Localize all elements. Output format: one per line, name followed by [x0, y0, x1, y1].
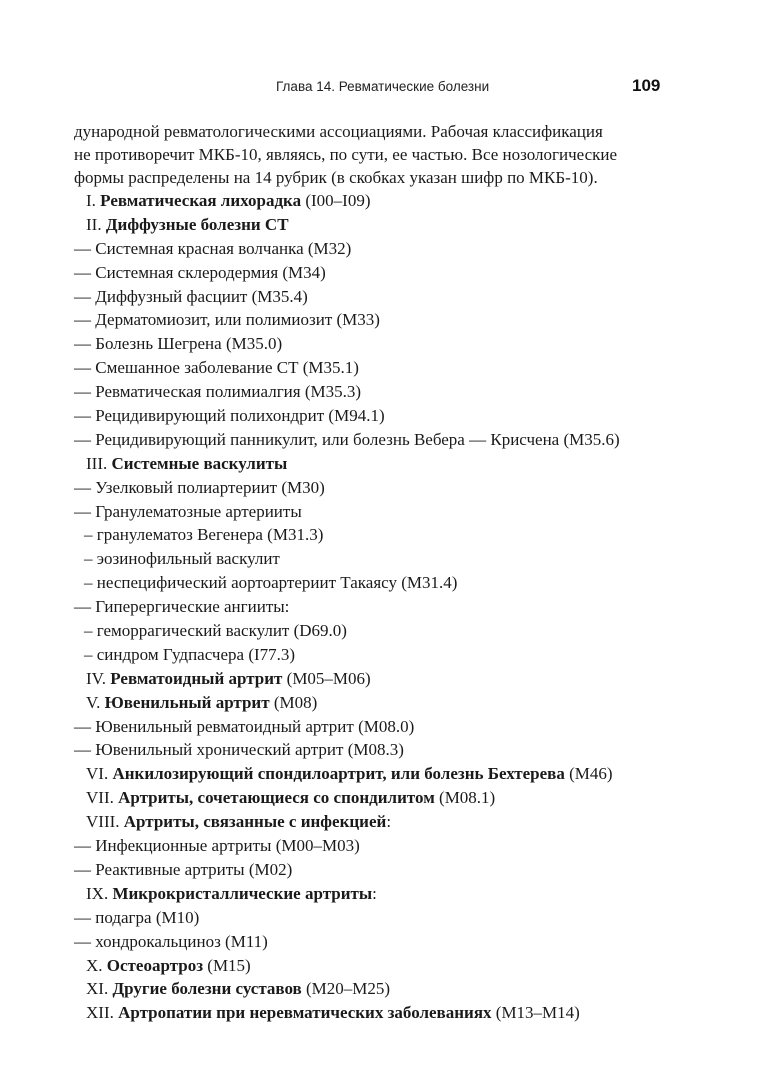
classification-heading — [74, 810, 674, 834]
classification-item — [74, 237, 674, 261]
classification-item — [74, 595, 674, 619]
classification-item — [74, 643, 674, 667]
classification-item — [74, 404, 674, 428]
line-prefix: – геморрагический васкулит (D69.0) — [84, 621, 347, 641]
classification-item — [74, 332, 674, 356]
classification-item — [74, 261, 674, 285]
classification-heading — [74, 882, 674, 906]
classification-item — [74, 428, 674, 452]
line-bold: Микрокристаллические артриты — [112, 883, 373, 903]
line-bold: Ревматическая лихорадка — [100, 191, 302, 210]
line-bold: Другие болезни суставов — [112, 979, 302, 999]
line-bold: Анкилозирующий спондилоартрит, или болезнь Бехтерева — [112, 764, 565, 784]
classification-list — [74, 189, 674, 1025]
line-prefix: — Ювенильный хронический артрит (M08.3) — [74, 740, 404, 760]
line-prefix: — Узелковый полиартериит (M30) — [74, 477, 325, 497]
line-prefix: II. — [86, 214, 106, 234]
classification-heading — [74, 452, 674, 476]
line-prefix: IV. — [86, 668, 111, 688]
intro-line: не противоречит МКБ-10, являясь, по сути, ее частью. Все нозологические — [74, 145, 618, 164]
line-rest: : — [372, 883, 377, 903]
classification-item — [74, 738, 674, 762]
line-prefix: — Ревматическая полимиалгия (M35.3) — [74, 382, 362, 402]
classification-item — [74, 571, 674, 595]
line-prefix: X. — [86, 955, 107, 975]
intro-line: дународной ревматологическими ассоциациями. Рабочая классификация — [74, 122, 603, 141]
classification-item — [74, 715, 674, 739]
line-bold: Системные васкулиты — [111, 453, 288, 473]
classification-item — [74, 858, 674, 882]
classification-item — [74, 380, 674, 404]
classification-item — [74, 356, 674, 380]
line-prefix: — Гранулематозные артерииты — [74, 501, 302, 521]
page-number: 109 — [632, 76, 661, 95]
line-prefix: VII. — [86, 788, 119, 808]
line-rest: (M46) — [564, 764, 613, 784]
line-prefix: V. — [86, 692, 105, 712]
line-rest: (M13–M14) — [491, 1003, 580, 1023]
running-header — [0, 76, 757, 101]
classification-item — [74, 547, 674, 571]
line-prefix: – гранулематоз Вегенера (M31.3) — [84, 525, 324, 545]
classification-heading — [74, 667, 674, 691]
line-prefix: – эозинофильный васкулит — [84, 549, 280, 569]
line-rest: (M15) — [203, 955, 251, 975]
line-prefix: XII. — [86, 1003, 119, 1023]
line-prefix: — Диффузный фасциит (M35.4) — [74, 286, 308, 306]
classification-item — [74, 476, 674, 500]
classification-heading — [74, 762, 674, 786]
line-prefix: — подагра (M10) — [74, 907, 200, 927]
line-prefix: — Реактивные артриты (M02) — [74, 859, 293, 879]
classification-item — [74, 906, 674, 930]
line-rest: (M08.1) — [434, 788, 496, 808]
body-text — [74, 120, 674, 1025]
classification-item — [74, 523, 674, 547]
classification-item — [74, 834, 674, 858]
line-prefix: IX. — [86, 883, 113, 903]
line-bold: Артриты, связанные с инфекцией — [123, 812, 387, 832]
line-bold: Остеоартроз — [106, 955, 204, 975]
intro-line: формы распределены на 14 рубрик (в скобках указан шифр по МКБ-10). — [74, 168, 598, 187]
line-prefix: III. — [86, 453, 112, 473]
line-bold: Диффузные болезни СТ — [105, 214, 289, 234]
line-prefix: — Гиперергические ангииты: — [74, 597, 290, 617]
classification-heading — [74, 691, 674, 715]
line-bold: Ревматоидный артрит — [110, 668, 283, 688]
line-bold: Артриты, сочетающиеся со спондилитом — [118, 788, 435, 808]
line-prefix: — Инфекционные артриты (M00–M03) — [74, 836, 360, 856]
classification-heading — [74, 189, 674, 213]
line-prefix: I. — [86, 191, 101, 210]
classification-item — [74, 308, 674, 332]
line-bold: Ювенильный артрит — [104, 692, 270, 712]
classification-item — [74, 285, 674, 309]
classification-item — [74, 500, 674, 524]
running-title: Глава 14. Ревматические болезни — [276, 79, 490, 94]
line-rest: (M08) — [269, 692, 318, 712]
line-prefix: – неспецифический аортоартериит Такаясу (M31.4) — [84, 573, 458, 593]
line-prefix: — хондрокальциноз (M11) — [74, 931, 268, 951]
line-rest: : — [386, 812, 392, 832]
classification-heading — [74, 977, 674, 1001]
line-prefix: VI. — [86, 764, 113, 784]
line-rest: (M05–M06) — [282, 668, 371, 688]
classification-heading — [74, 1001, 674, 1025]
line-prefix: — Системная красная волчанка (M32) — [74, 238, 352, 258]
line-prefix: — Дерматомиозит, или полимиозит (M33) — [74, 310, 380, 330]
line-prefix: — Системная склеродермия (M34) — [74, 262, 326, 282]
line-prefix: – синдром Гудпасчера (I77.3) — [84, 644, 296, 664]
line-rest: (I00–I09) — [301, 191, 371, 210]
line-prefix: XI. — [86, 979, 113, 999]
line-bold: Артропатии при неревматических заболеваниях — [118, 1003, 492, 1023]
line-prefix: — Рецидивирующий полихондрит (M94.1) — [74, 406, 385, 426]
classification-heading — [74, 213, 674, 237]
line-prefix: — Ювенильный ревматоидный артрит (M08.0) — [74, 716, 415, 736]
line-prefix: VIII. — [86, 812, 124, 832]
classification-item — [74, 619, 674, 643]
classification-item — [74, 930, 674, 954]
line-rest: (M20–M25) — [301, 979, 391, 999]
line-prefix: — Болезнь Шегрена (M35.0) — [74, 334, 283, 354]
line-prefix: — Рецидивирующий панникулит, или болезнь Вебера — Крисчена (M35.6) — [74, 429, 620, 449]
classification-heading — [74, 954, 674, 978]
line-prefix: — Смешанное заболевание СТ (M35.1) — [74, 358, 359, 378]
classification-heading — [74, 786, 674, 810]
